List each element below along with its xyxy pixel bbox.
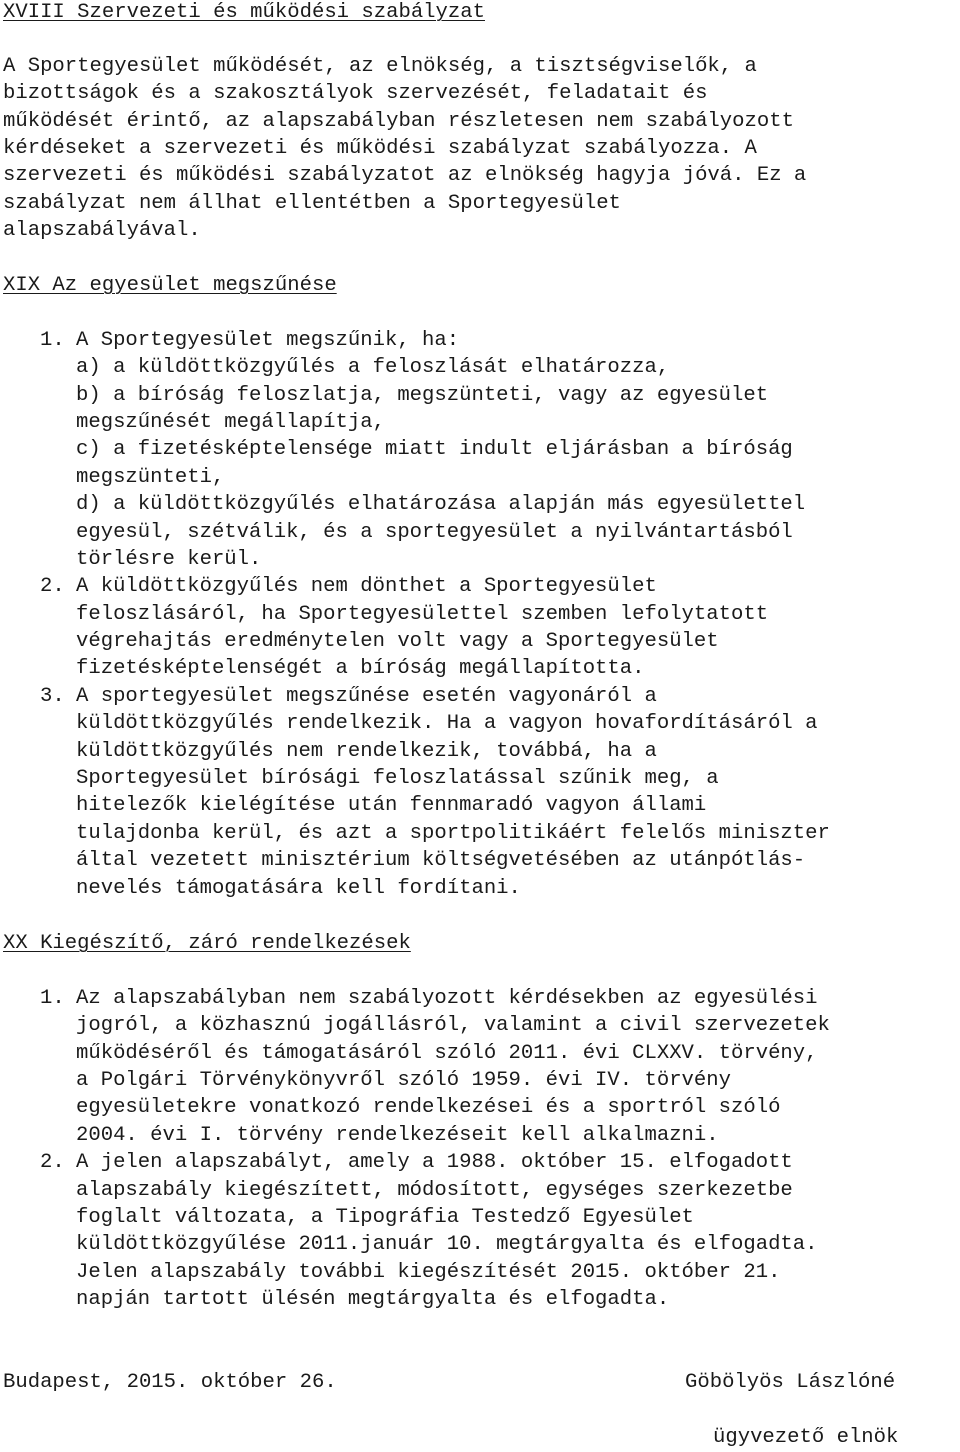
item-line: b) a bíróság feloszlatja, megszünteti, vagy az egyesület <box>76 384 769 407</box>
item-line: küldöttközgyűlés nem rendelkezik, továbbá, ha a <box>76 740 657 763</box>
item-line: megszűnését megállapítja, <box>76 411 385 434</box>
item-line: feloszlásáról, ha Sportegyesülettel szemben lefolytatott <box>76 603 769 626</box>
item-number: 3. <box>40 685 65 708</box>
paragraph-line: bizottságok és a szakosztályok szervezését, feladatait és <box>3 82 708 105</box>
item-line: küldöttközgyűlés rendelkezik. Ha a vagyon hovafordításáról a <box>76 712 818 735</box>
item-line: d) a küldöttközgyűlés elhatározása alapján más egyesülettel <box>76 493 806 516</box>
item-line: hitelezők kielégítése után fennmaradó vagyon állami <box>76 794 707 817</box>
item-line: A Sportegyesület megszűnik, ha: <box>76 329 460 352</box>
paragraph-line: működését érintő, az alapszabályban részletesen nem szabályozott <box>3 110 794 133</box>
place-and-date: Budapest, 2015. október 26. <box>3 1371 337 1394</box>
signatory-title: ügyvezető elnök <box>713 1426 899 1449</box>
item-line: tulajdonba kerül, és azt a sportpolitikáért felelős miniszter <box>76 822 830 845</box>
item-number: 1. <box>40 987 65 1010</box>
signatory-name: Göbölyös Lászlóné <box>685 1371 896 1394</box>
item-line: foglalt változata, a Tipográfia Testedző Egyesület <box>76 1206 694 1229</box>
item-line: 2004. évi I. törvény rendelkezéseit kell alkalmazni. <box>76 1124 719 1147</box>
item-line: Az alapszabályban nem szabályozott kérdésekben az egyesülési <box>76 987 818 1010</box>
item-line: A jelen alapszabályt, amely a 1988. október 15. elfogadott <box>76 1151 793 1174</box>
item-line: c) a fizetésképtelensége miatt indult eljárásban a bíróság <box>76 438 793 461</box>
paragraph-line: alapszabályával. <box>3 219 201 242</box>
item-line: küldöttközgyűlése 2011.január 10. megtárgyalta és elfogadta. <box>76 1233 818 1256</box>
section-19-heading: XIX Az egyesület megszűnése <box>3 274 337 297</box>
item-line: Sportegyesület bírósági feloszlatással szűnik meg, a <box>76 767 719 790</box>
item-line: fizetésképtelenségét a bíróság megállapította. <box>76 657 645 680</box>
paragraph-line: kérdéseket a szervezeti és működési szabályzat szabályozza. A <box>3 137 757 160</box>
paragraph-line: A Sportegyesület működését, az elnökség, a tisztségviselők, a <box>3 55 757 78</box>
paragraph-line: szabályzat nem állhat ellentétben a Sportegyesület <box>3 192 621 215</box>
item-line: Jelen alapszabály további kiegészítését 2015. október 21. <box>76 1261 781 1284</box>
paragraph-line: szervezeti és működési szabályzatot az elnökség hagyja jóvá. Ez a <box>3 164 807 187</box>
item-line: megszünteti, <box>76 466 225 489</box>
item-line: egyesül, szétválik, és a sportegyesület a nyilvántartásból <box>76 521 793 544</box>
item-line: végrehajtás eredménytelen volt vagy a Sportegyesület <box>76 630 719 653</box>
item-number: 1. <box>40 329 65 352</box>
item-number: 2. <box>40 575 65 598</box>
item-line: A sportegyesület megszűnése esetén vagyonáról a <box>76 685 657 708</box>
item-number: 2. <box>40 1151 65 1174</box>
item-line: a Polgári Törvénykönyvről szóló 1959. évi IV. törvény <box>76 1069 731 1092</box>
item-line: a) a küldöttközgyűlés a feloszlását elhatározza, <box>76 356 670 379</box>
item-line: jogról, a közhasznú jogállásról, valamint a civil szervezetek <box>76 1014 830 1037</box>
item-line: egyesületekre vonatkozó rendelkezései és a sportról szóló <box>76 1096 781 1119</box>
item-line: nevelés támogatására kell fordítani. <box>76 877 521 900</box>
item-line: által vezetett minisztérium költségvetésében az utánpótlás- <box>76 849 806 872</box>
item-line: napján tartott ülésén megtárgyalta és elfogadta. <box>76 1288 670 1311</box>
item-line: működéséről és támogatásáról szóló 2011. évi CLXXV. törvény, <box>76 1042 818 1065</box>
section-20-heading: XX Kiegészítő, záró rendelkezések <box>3 932 411 955</box>
item-line: A küldöttközgyűlés nem dönthet a Sportegyesület <box>76 575 657 598</box>
item-line: törlésre kerül. <box>76 548 262 571</box>
item-line: alapszabály kiegészített, módosított, egységes szerkezetbe <box>76 1179 793 1202</box>
section-18-heading: XVIII Szervezeti és működési szabályzat <box>3 1 485 24</box>
